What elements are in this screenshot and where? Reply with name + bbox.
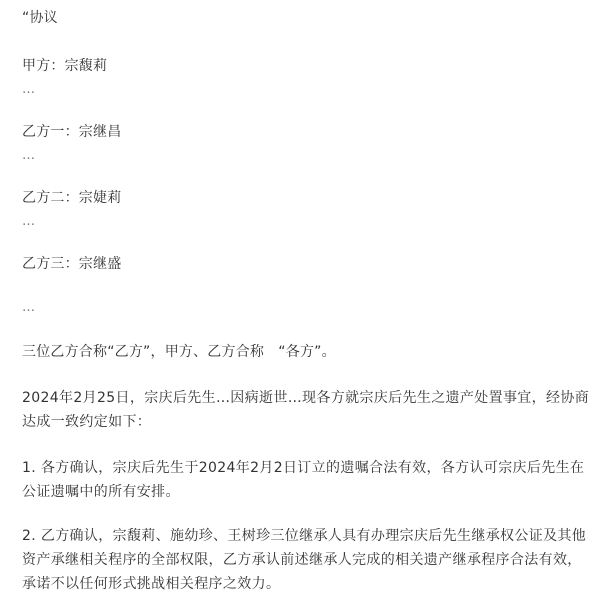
party-a: 甲方：宗馥莉 bbox=[22, 58, 108, 74]
omission-marker: … bbox=[22, 214, 36, 229]
agreement-title: “协议 bbox=[22, 10, 58, 26]
omission-marker: … bbox=[22, 300, 36, 315]
party-b2: 乙方二：宗婕莉 bbox=[22, 190, 122, 206]
collective-definition: 三位乙方合称“乙方”，甲方、乙方合称 “各方”。 bbox=[22, 344, 336, 360]
omission-marker: … bbox=[22, 148, 36, 163]
omission-marker: … bbox=[22, 82, 36, 97]
preamble-paragraph: 2024年2月25日，宗庆后先生…因病逝世…现各方就宗庆后先生之遗产处置事宜，经协商达成一致约定如下： bbox=[22, 390, 590, 430]
party-b1: 乙方一：宗继昌 bbox=[22, 124, 122, 140]
clause-1: 1. 各方确认，宗庆后先生于2024年2月2日订立的遗嘱合法有效，各方认可宗庆后先生在公证遗嘱中的所有安排。 bbox=[22, 460, 585, 500]
clause-2: 2. 乙方确认，宗馥莉、施幼珍、王树珍三位继承人具有办理宗庆后先生继承权公证及其他资产承继相关程序的全部权限，乙方承认前述继承人完成的相关遗产继承程序合法有效，承诺不以任何形式挑战相关程序之效力。 bbox=[22, 528, 587, 592]
party-b3: 乙方三：宗继盛 bbox=[22, 256, 122, 272]
